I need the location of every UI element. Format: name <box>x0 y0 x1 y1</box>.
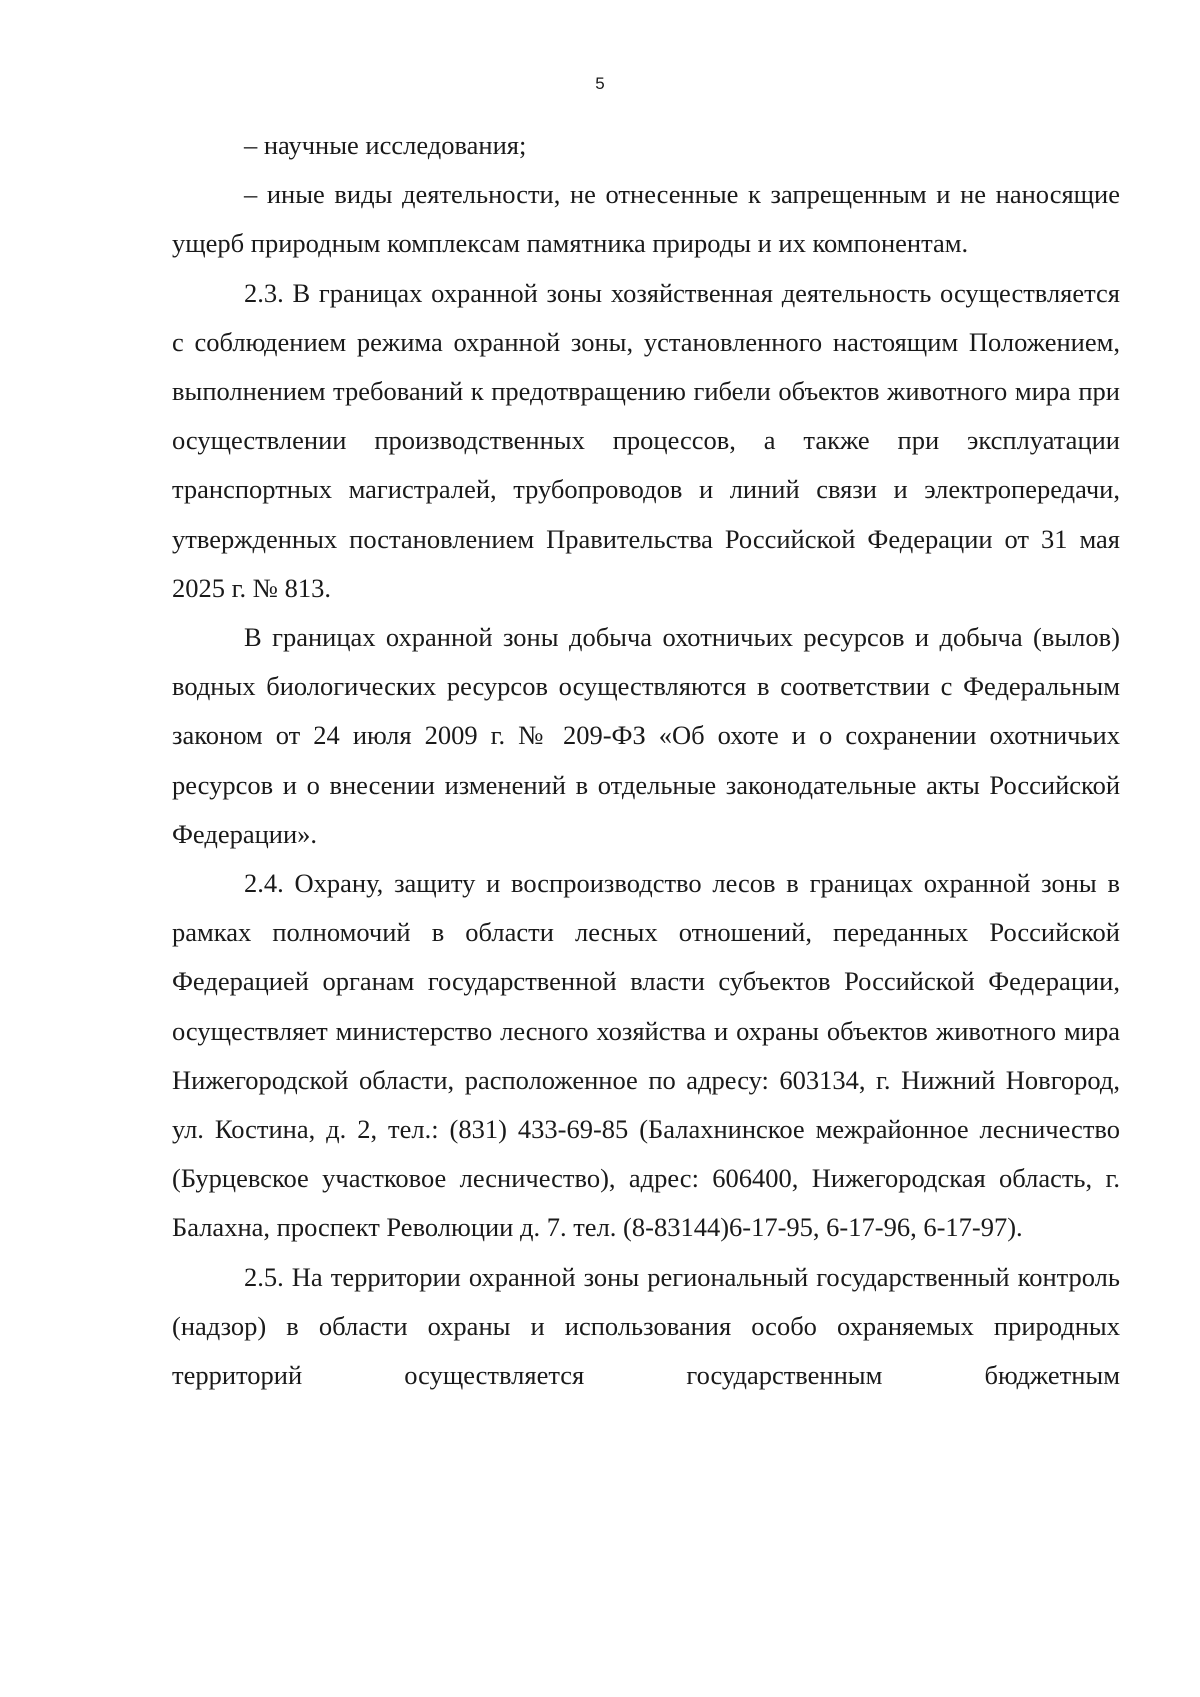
paragraph-list-item-research: – научные исследования; <box>244 130 527 160</box>
body-text <box>172 121 1120 1400</box>
paragraph-list-item-other-activities: – иные виды деятельности, не отнесенные к запрещенным и не наносящие ущерб природным комплексам памятника природы и их компонентам. <box>172 179 1120 259</box>
paragraph-2-4: 2.4. Охрану, защиту и воспроизводство лесов в границах охранной зоны в рамках полномочий в области лесных отношений, переданных Российской Федерацией органам государственной власти субъектов Российской Федерации, осуществляет министерство лесного хозяйства и охраны объектов животного мира Нижегородской области, расположенное по адресу: 603134, г. Нижний Новгород, ул. Костина, д. 2, тел.: (831) 433-69-85 (Балахнинское межрайонное лесничество (Бурцевское участковое лесничество), адрес: 606400, Нижегородская область, г. Балахна, проспект Революции д. 7. тел. (8-83144)6-17-95, 6-17-96, 6-17-97). <box>172 868 1120 1243</box>
paragraph-2-5: 2.5. На территории охранной зоны региональный государственный контроль (надзор) в области охраны и использования особо охраняемых природных территорий осуществляется государственным бюджетным <box>172 1261 1120 1391</box>
paragraph-2-3: 2.3. В границах охранной зоны хозяйственная деятельность осуществляется с соблюдением режима охранной зоны, установленного настоящим Положением, выполнением требований к предотвращению гибели объектов животного мира при осуществлении производственных процессов, а также при эксплуатации транспортных магистралей, трубопроводов и линий связи и электропередачи, утвержденных постановлением Правительства Российской Федерации от 31 мая 2025 г. № 813. <box>172 277 1120 603</box>
page-number: 5 <box>595 74 605 93</box>
paragraph-hunting-resources: В границах охранной зоны добыча охотничьих ресурсов и добыча (вылов) водных биологических ресурсов осуществляются в соответствии с Федеральным законом от 24 июля 2009 г. № 209-ФЗ «Об охоте и о сохранении охотничьих ресурсов и о внесении изменений в отдельные законодательные акты Российской Федерации». <box>172 622 1120 849</box>
